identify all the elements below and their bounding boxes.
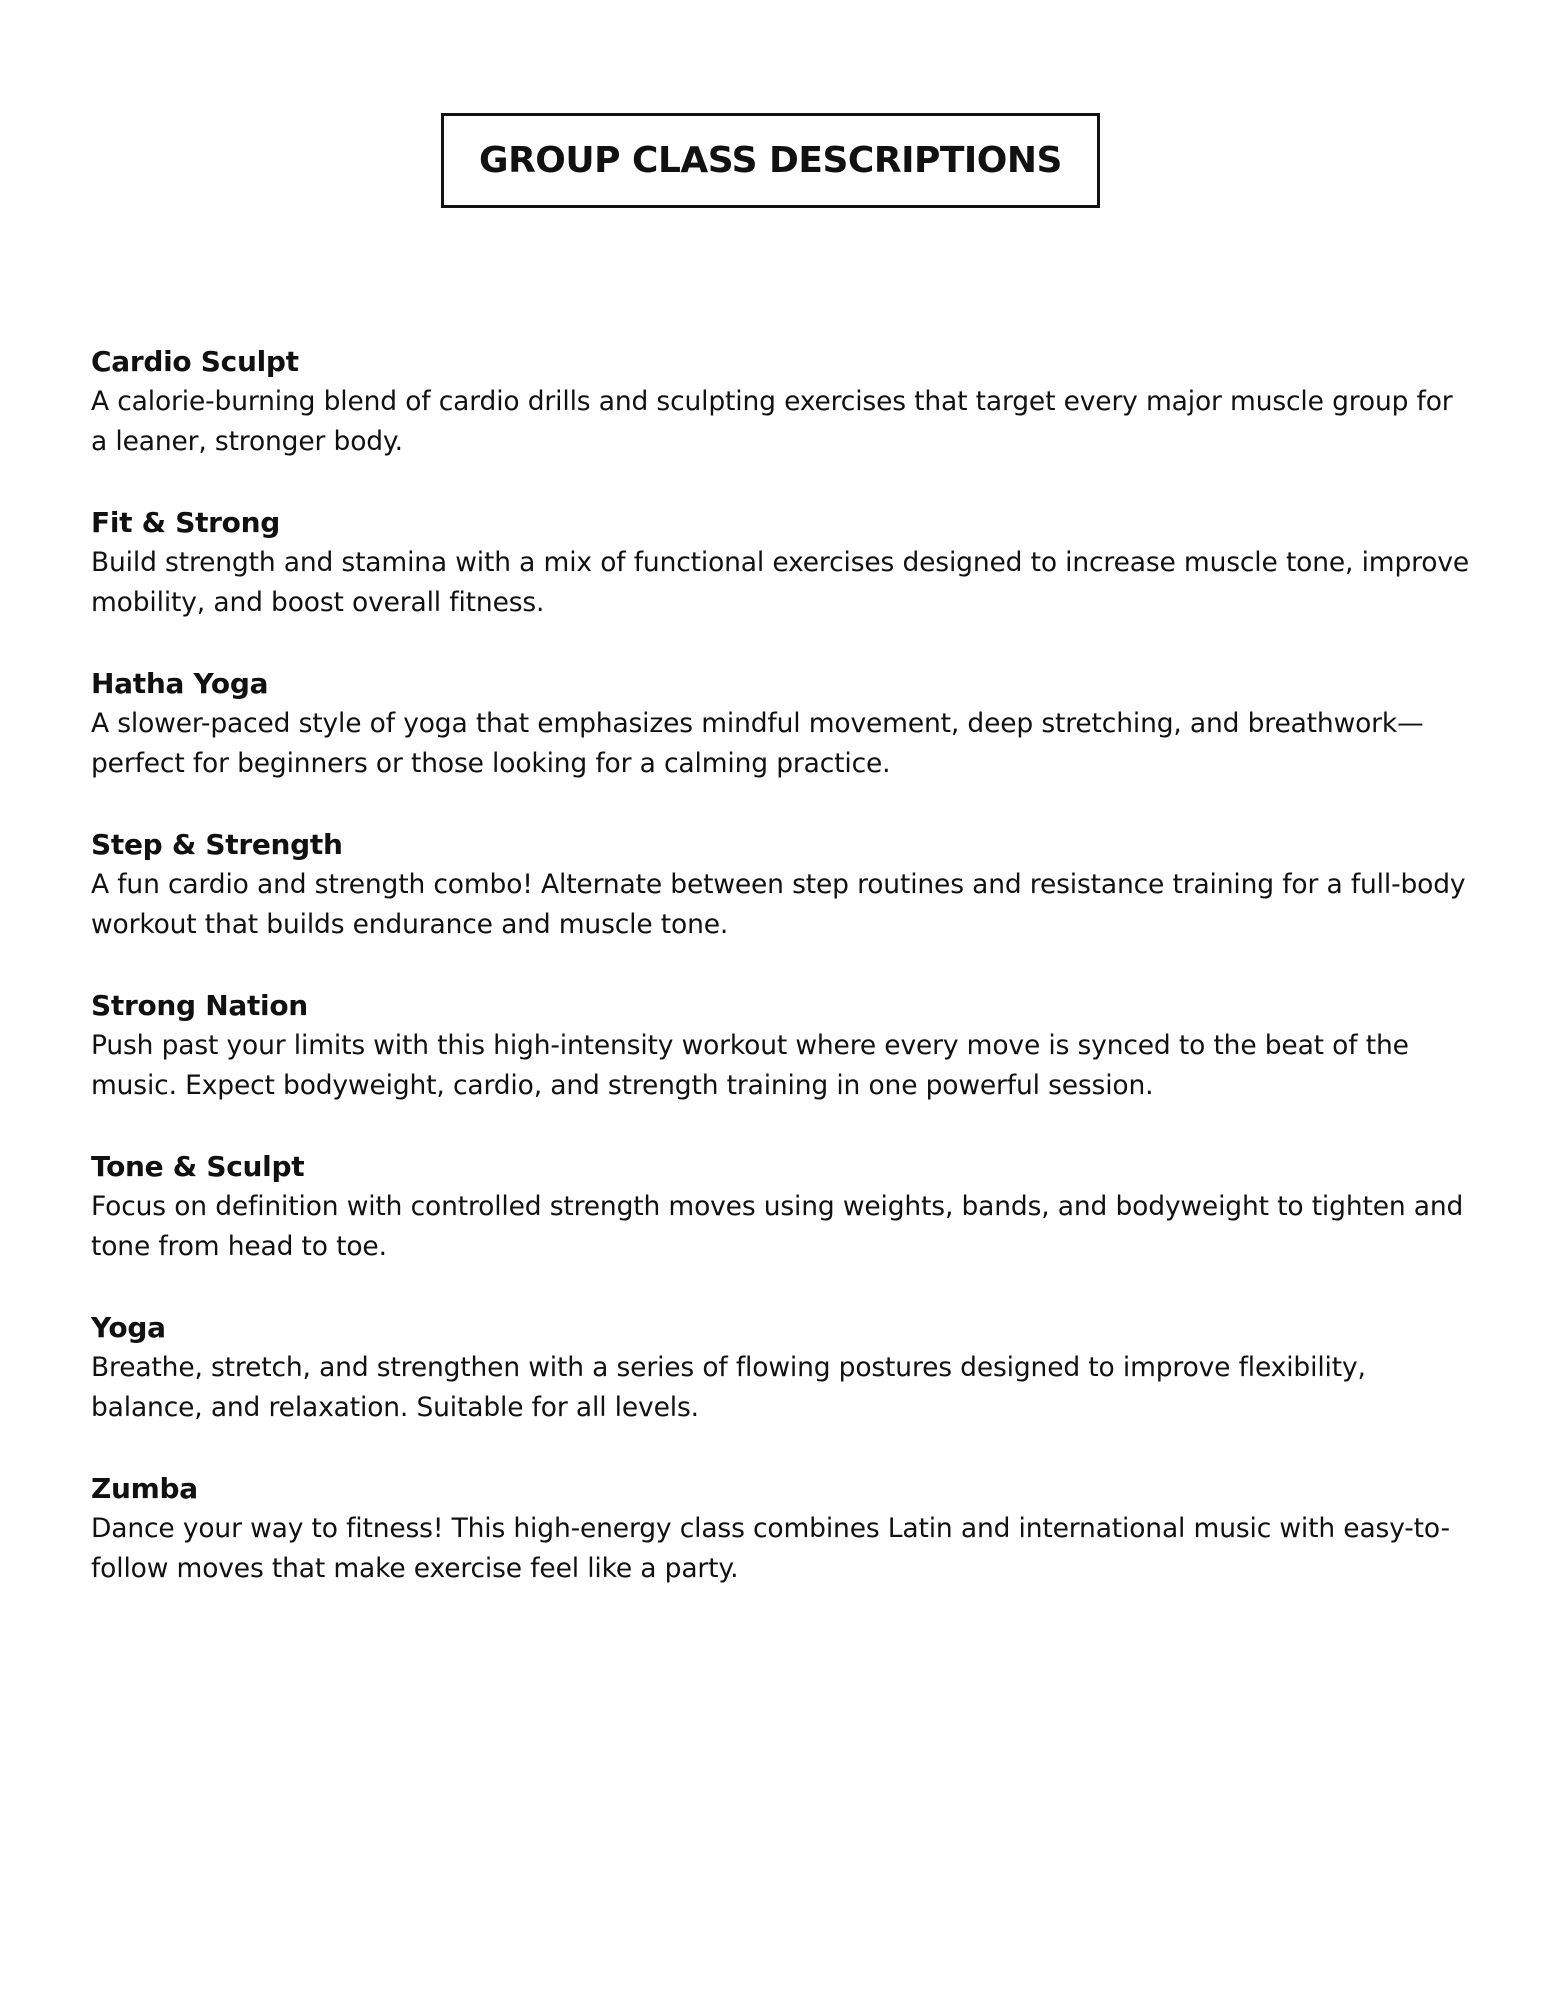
class-name: Cardio Sculpt xyxy=(91,345,299,378)
page-title: GROUP CLASS DESCRIPTIONS xyxy=(479,140,1062,181)
class-description: A calorie-burning blend of cardio drills and sculpting exercises that target every major muscle group for a leaner, stronger body. xyxy=(91,386,1453,457)
class-name: Hatha Yoga xyxy=(91,667,269,700)
class-description: Focus on definition with controlled strength moves using weights, bands, and bodyweight to tighten and tone from head to toe. xyxy=(91,1191,1464,1262)
class-description: A slower-paced style of yoga that emphasizes mindful movement, deep stretching, and breathwork—perfect for beginners or those looking for a calming practice. xyxy=(91,708,1424,779)
class-entry xyxy=(91,503,1471,664)
page-title-box xyxy=(441,113,1100,208)
class-entry xyxy=(91,1147,1471,1308)
class-list xyxy=(91,342,1471,1630)
class-entry xyxy=(91,825,1471,986)
class-name: Tone & Sculpt xyxy=(91,1150,305,1183)
class-description: Breathe, stretch, and strengthen with a series of flowing postures designed to improve flexibility, balance, and relaxation. Suitable for all levels. xyxy=(91,1352,1366,1423)
class-entry xyxy=(91,342,1471,503)
class-name: Strong Nation xyxy=(91,989,308,1022)
class-name: Zumba xyxy=(91,1472,198,1505)
class-description: Build strength and stamina with a mix of functional exercises designed to increase muscle tone, improve mobility, and boost overall fitness. xyxy=(91,547,1470,618)
class-description: Dance your way to fitness! This high-energy class combines Latin and international music with easy-to-follow moves that make exercise feel like a party. xyxy=(91,1513,1450,1584)
class-description: Push past your limits with this high-intensity workout where every move is synced to the beat of the music. Expect bodyweight, cardio, and strength training in one powerful session. xyxy=(91,1030,1409,1101)
class-entry xyxy=(91,664,1471,825)
class-name: Step & Strength xyxy=(91,828,343,861)
class-name: Fit & Strong xyxy=(91,506,280,539)
class-entry xyxy=(91,1469,1471,1630)
class-entry xyxy=(91,1308,1471,1469)
class-description: A fun cardio and strength combo! Alternate between step routines and resistance training for a full-body workout that builds endurance and muscle tone. xyxy=(91,869,1466,940)
class-entry xyxy=(91,986,1471,1147)
class-name: Yoga xyxy=(91,1311,166,1344)
